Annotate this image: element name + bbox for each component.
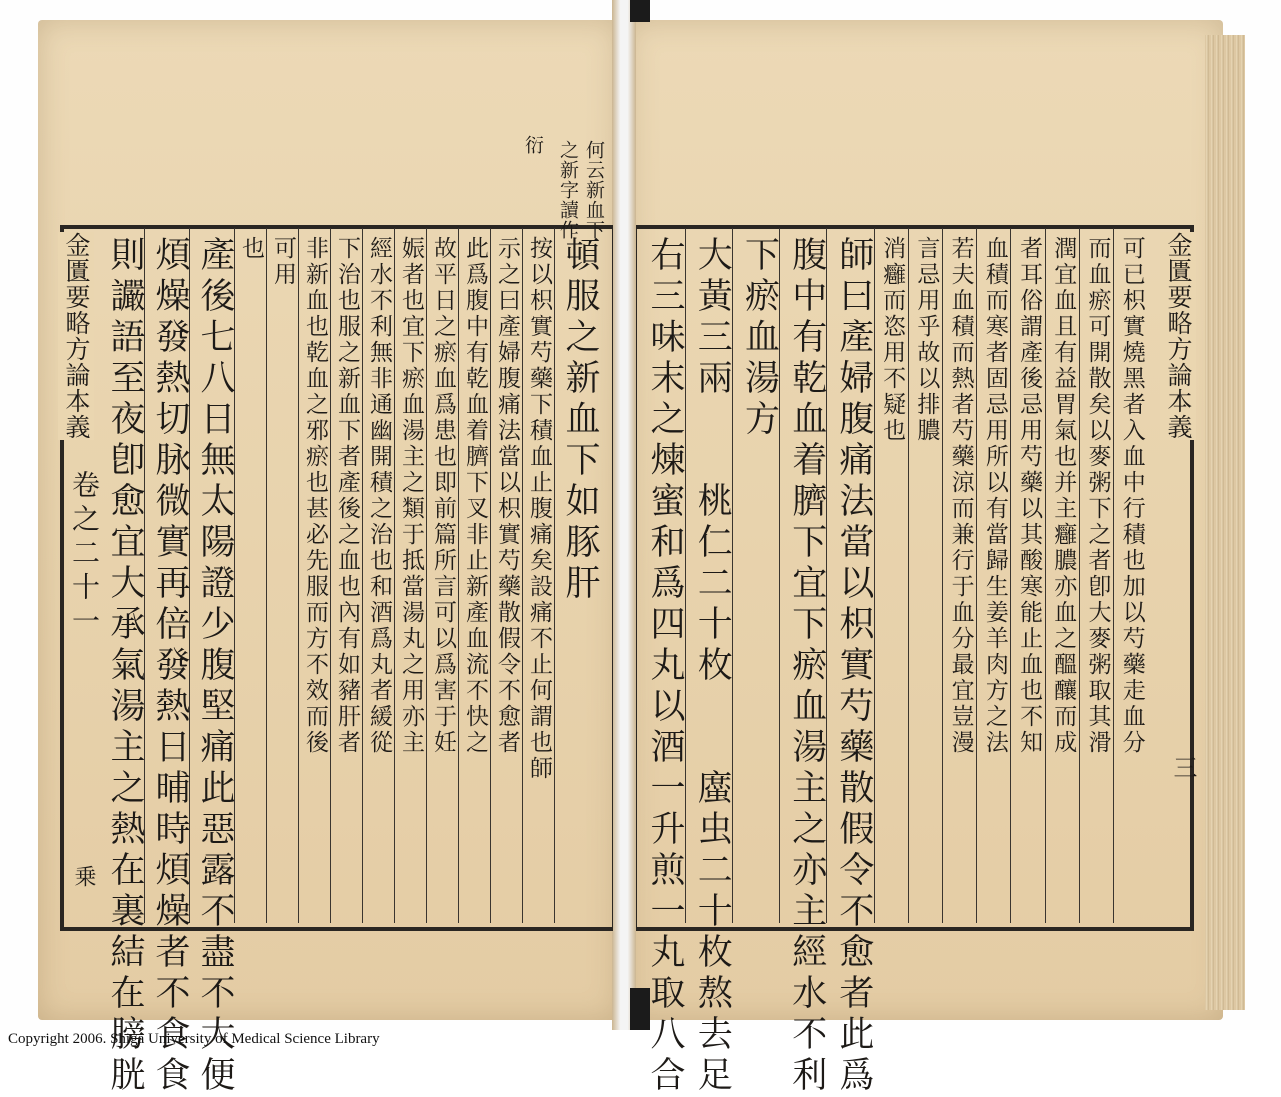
left-volume-label: 卷之二十一 bbox=[68, 470, 101, 640]
copyright-notice: Copyright 2006. Shiga University of Medical Science Library bbox=[8, 1031, 380, 1047]
text-column: 也 bbox=[238, 236, 264, 262]
text-column: 消癰而恣用不疑也 bbox=[879, 236, 906, 444]
text-column: 腹中有乾血着臍下宜下瘀血湯主之亦主經水不利 bbox=[786, 236, 827, 1097]
text-column: 師曰產婦腹痛法當以枳實芍藥散假令不愈者此爲 bbox=[833, 236, 874, 1097]
text-column: 大黃三兩 桃仁二十枚 䗪虫二十枚熬去足 bbox=[692, 236, 733, 1097]
text-column: 可已枳實燒黑者入血中行積也加以芍藥走血分 bbox=[1118, 236, 1145, 756]
text-column: 下治也服之新血下者產後之血也內有如豬肝者 bbox=[334, 236, 360, 756]
text-column: 潤宜血且有益胃氣也并主癰膿亦血之醞釀而成 bbox=[1050, 236, 1077, 756]
bleed-through-text bbox=[700, 120, 729, 142]
text-column: 可用 bbox=[270, 236, 296, 288]
text-column: 娠者也宜下瘀血湯主之類于抵當湯丸之用亦主 bbox=[398, 236, 424, 756]
page-edges bbox=[1205, 35, 1245, 1010]
binding-ribbon-top bbox=[630, 0, 650, 22]
left-page-mark: 乗 bbox=[71, 865, 96, 889]
margin-note-small: 衍 bbox=[522, 135, 544, 155]
text-column: 產後七八日無太陽證少腹堅痛此惡露不盡不大便 bbox=[195, 236, 235, 1097]
right-running-title: 金匱要略方論本義 bbox=[1160, 232, 1196, 440]
left-running-title: 金匱要略方論本義 bbox=[58, 232, 94, 440]
text-column: 若夫血積而熱者芍藥涼而兼行于血分最宜豈漫 bbox=[947, 236, 974, 756]
text-column: 非新血也乾血之邪瘀也甚必先服而方不效而後 bbox=[302, 236, 328, 756]
text-column: 煩燥發熱切脉微實再倍發熱日晡時煩燥者不食食 bbox=[150, 236, 190, 1097]
text-column: 言忌用乎故以排膿 bbox=[913, 236, 940, 444]
text-column: 者耳俗謂產後忌用芍藥以其酸寒能止血也不知 bbox=[1016, 236, 1043, 756]
text-column: 血積而寒者固忌用所以有當歸生姜羊肉方之法 bbox=[981, 236, 1008, 756]
right-page-number: 三 bbox=[1169, 755, 1197, 781]
text-column: 而血瘀可開散矣以麥粥下之者卽大麥粥取其滑 bbox=[1084, 236, 1111, 756]
text-column: 經水不利無非通幽開積之治也和酒爲丸者緩從 bbox=[366, 236, 392, 756]
book-gutter bbox=[612, 0, 636, 1030]
text-column: 下瘀血湯方 bbox=[739, 236, 780, 441]
text-column: 此爲腹中有乾血着臍下叉非止新產血流不快之 bbox=[462, 236, 488, 756]
text-column: 示之曰產婦腹痛法當以枳實芍藥散假令不愈者 bbox=[494, 236, 520, 756]
text-column: 按以枳實芍藥下積血止腹痛矣設痛不止何謂也師 bbox=[526, 236, 552, 782]
text-column: 頓服之新血下如豚肝 bbox=[560, 236, 600, 605]
margin-note-line-1: 何云新血下 bbox=[583, 140, 605, 240]
column-rule bbox=[298, 228, 299, 923]
text-column: 右三味末之煉蜜和爲四丸以酒一升煎一丸取八合 bbox=[645, 236, 685, 1097]
text-column: 則讝語至夜卽愈宜大承氣湯主之熱在裏結在膀胱 bbox=[105, 236, 145, 1097]
text-column: 故平日之瘀血爲患也即前篇所言可以爲害于妊 bbox=[430, 236, 456, 756]
margin-note-line-2: 之新字讀作 bbox=[557, 140, 579, 240]
column-rule bbox=[266, 228, 267, 923]
